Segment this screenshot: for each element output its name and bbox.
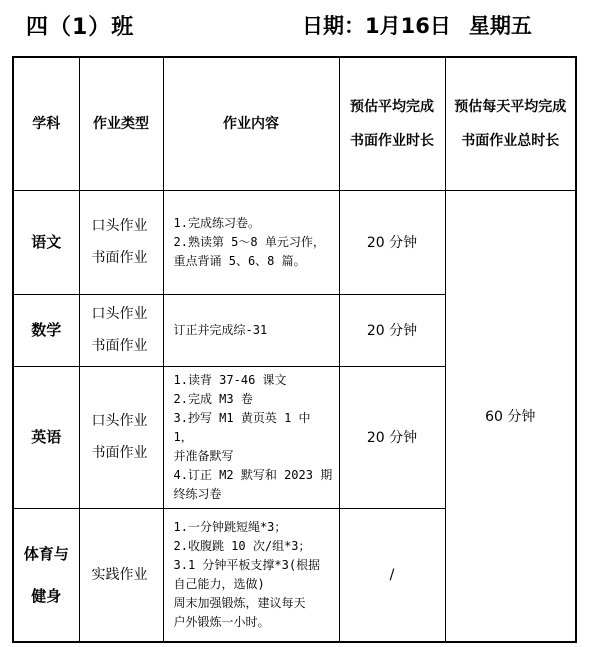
subject-cell bbox=[13, 508, 79, 642]
subject-cell: 语文 bbox=[13, 190, 79, 294]
weekday: 星期五 bbox=[468, 14, 532, 38]
class-name: 四（1）班 bbox=[26, 15, 135, 40]
total-duration-cell: 60 分钟 bbox=[445, 190, 576, 642]
column-header-subject: 学科 bbox=[13, 57, 79, 190]
table-row bbox=[13, 190, 576, 294]
page-header bbox=[0, 6, 589, 46]
content-line: 户外锻炼一小时。 bbox=[173, 614, 270, 629]
duration-cell: 20 分钟 bbox=[339, 366, 445, 508]
type-item: 口头作业 bbox=[91, 218, 148, 234]
column-header-avg-duration bbox=[339, 57, 445, 190]
duration-cell: / bbox=[339, 508, 445, 642]
content-line: 2.熟读第 5～8 单元习作， bbox=[173, 234, 325, 249]
content-line: 1.读背 37-46 课文 bbox=[173, 372, 287, 387]
content-line: 1.完成练习卷。 bbox=[173, 215, 260, 230]
type-item: 口头作业 bbox=[91, 413, 148, 429]
homework-table bbox=[12, 56, 577, 643]
subject-line: 健身 bbox=[31, 586, 62, 605]
content-line: 订正并完成综-31 bbox=[173, 322, 268, 337]
subject-line: 体育与 bbox=[23, 544, 69, 563]
content-line: 周末加强锻炼，建议每天 bbox=[173, 595, 306, 610]
content-line: 2.完成 M3 卷 bbox=[173, 391, 253, 406]
content-cell bbox=[163, 294, 339, 366]
type-cell bbox=[79, 190, 163, 294]
content-line: 并准备默写 bbox=[173, 448, 234, 463]
date: 日期：1月16日 bbox=[302, 14, 451, 38]
type-item: 实践作业 bbox=[91, 566, 148, 583]
type-cell bbox=[79, 508, 163, 642]
content-line: 3.1 分钟平板支撑*3(根据 bbox=[173, 557, 321, 572]
type-cell bbox=[79, 294, 163, 366]
table-header-row bbox=[13, 57, 576, 190]
subject-cell: 数学 bbox=[13, 294, 79, 366]
content-line: 4.订正 M2 默写和 2023 期 bbox=[173, 467, 333, 482]
type-item: 书面作业 bbox=[91, 445, 148, 461]
type-item: 书面作业 bbox=[91, 250, 148, 266]
content-cell bbox=[163, 366, 339, 508]
content-cell bbox=[163, 508, 339, 642]
content-line: 1.一分钟跳短绳*3； bbox=[173, 519, 287, 534]
duration-cell: 20 分钟 bbox=[339, 190, 445, 294]
subject-cell: 英语 bbox=[13, 366, 79, 508]
column-header-total-duration bbox=[445, 57, 576, 190]
content-line: 2.收腹跳 10 次/组*3； bbox=[173, 538, 311, 553]
type-item: 书面作业 bbox=[91, 338, 148, 354]
column-header-content: 作业内容 bbox=[163, 57, 339, 190]
column-header-total-duration-text: 预估每天平均完成书面作业总时长 bbox=[454, 98, 567, 149]
column-header-avg-duration-text: 预估平均完成书面作业时长 bbox=[350, 98, 434, 149]
date-line bbox=[302, 10, 532, 40]
content-line: 自己能力，选做) bbox=[173, 576, 265, 591]
content-cell bbox=[163, 190, 339, 294]
duration-cell: 20 分钟 bbox=[339, 294, 445, 366]
column-header-type: 作业类型 bbox=[79, 57, 163, 190]
type-item: 口头作业 bbox=[91, 306, 148, 322]
type-cell bbox=[79, 366, 163, 508]
content-line: 3.抄写 M1 黄页英 1 中 1， bbox=[173, 410, 311, 444]
content-line: 终练习卷 bbox=[173, 486, 222, 501]
content-line: 重点背诵 5、6、8 篇。 bbox=[173, 253, 306, 268]
